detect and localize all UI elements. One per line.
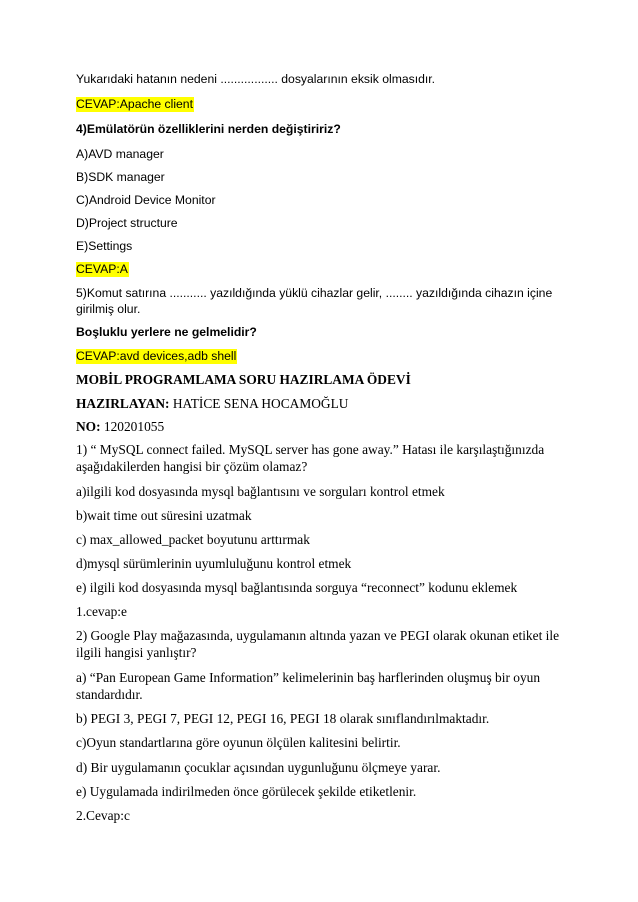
- question-line: 5)Komut satırına ........... yazıldığında yüklü cihazlar gelir, ........ yazıldığında cihazın içine: [76, 286, 553, 300]
- option-line: C)Android Device Monitor: [76, 193, 216, 207]
- question-line: girilmiş olur.: [76, 302, 141, 316]
- author-line: [76, 396, 348, 412]
- answer-line: [76, 97, 194, 111]
- number-line: [76, 419, 164, 435]
- question-line: aşağıdakilerden hangisi bir çözüm olamaz?: [76, 459, 308, 474]
- option-line: c)Oyun standartlarına göre oyunun ölçülen kalitesini belirtir.: [76, 735, 401, 750]
- author-value: HATİCE SENA HOCAMOĞLU: [169, 396, 349, 411]
- document-title: MOBİL PROGRAMLAMA SORU HAZIRLAMA ÖDEVİ: [76, 372, 411, 387]
- author-label: HAZIRLAYAN:: [76, 396, 170, 411]
- number-value: 120201055: [100, 419, 165, 434]
- option-line: a) “Pan European Game Information” kelimelerinin baş harflerinden oluşmuş bir oyun: [76, 670, 541, 685]
- question-line: 2) Google Play mağazasında, uygulamanın altında yazan ve PEGI olarak okunan etiket ile: [76, 628, 560, 643]
- option-line: d) Bir uygulamanın çocuklar açısından uygunluğunu ölçmeye yarar.: [76, 760, 441, 775]
- answer-line: [76, 262, 129, 276]
- highlighted-answer: CEVAP:Apache client: [76, 97, 193, 111]
- highlighted-answer: CEVAP:avd devices,adb shell: [76, 349, 237, 363]
- option-line: A)AVD manager: [76, 147, 164, 161]
- text-line: Yukarıdaki hatanın nedeni ................. dosyalarının eksik olmasıdır.: [76, 72, 436, 86]
- number-label: NO:: [76, 419, 101, 434]
- answer-line: 1.cevap:e: [76, 604, 127, 619]
- question-line: 4)Emülatörün özelliklerini nerden değiştiririz?: [76, 122, 341, 136]
- option-line: b)wait time out süresini uzatmak: [76, 508, 252, 523]
- option-line: d)mysql sürümlerinin uyumluluğunu kontrol etmek: [76, 556, 352, 571]
- answer-line: 2.Cevap:c: [76, 808, 130, 823]
- option-line: B)SDK manager: [76, 170, 165, 184]
- question-line: 1) “ MySQL connect failed. MySQL server has gone away.” Hatası ile karşılaştığınızda: [76, 442, 545, 457]
- highlighted-answer: CEVAP:A: [76, 262, 128, 276]
- option-line: D)Project structure: [76, 216, 178, 230]
- option-line: e) Uygulamada indirilmeden önce görülecek şekilde etiketlenir.: [76, 784, 417, 799]
- answer-line: [76, 349, 237, 363]
- question-line: Boşluklu yerlere ne gelmelidir?: [76, 325, 257, 339]
- option-line: a)ilgili kod dosyasında mysql bağlantısını ve sorguları kontrol etmek: [76, 484, 445, 499]
- option-line: c) max_allowed_packet boyutunu arttırmak: [76, 532, 310, 547]
- option-line: b) PEGI 3, PEGI 7, PEGI 12, PEGI 16, PEGI 18 olarak sınıflandırılmaktadır.: [76, 711, 490, 726]
- option-line: e) ilgili kod dosyasında mysql bağlantısında sorguya “reconnect” kodunu eklemek: [76, 580, 518, 595]
- question-line: ilgili hangisi yanlıştır?: [76, 645, 197, 660]
- option-line: E)Settings: [76, 239, 133, 253]
- option-line: standardıdır.: [76, 687, 143, 702]
